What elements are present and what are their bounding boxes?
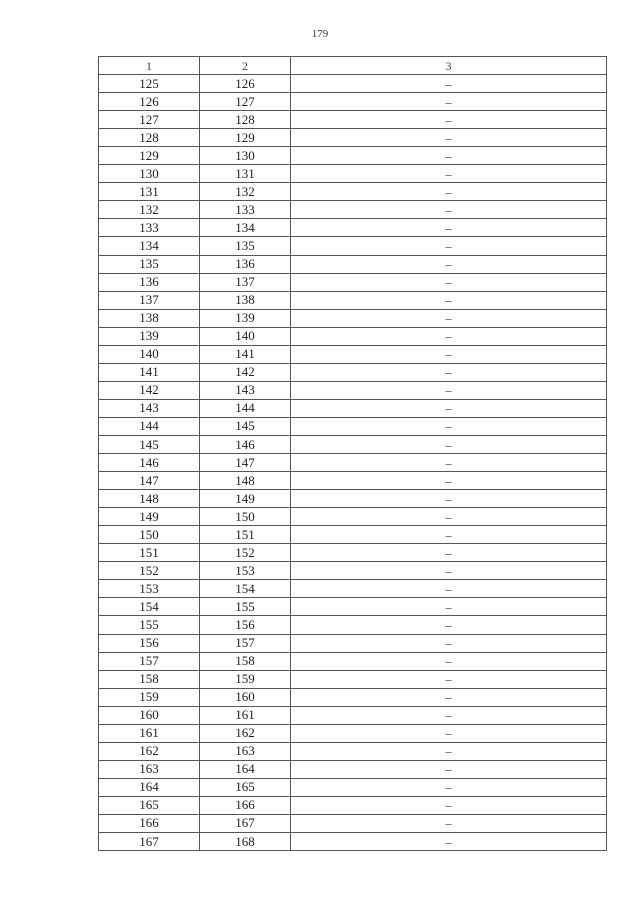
table-row	[99, 688, 607, 706]
table-cell-col-2: 154	[200, 580, 291, 598]
table-cell-col-1: 149	[99, 508, 200, 526]
table-cell-col-2: 168	[200, 833, 291, 851]
dash-value: –	[445, 76, 452, 91]
table-cell-col-2: 157	[200, 634, 291, 652]
dash-value: –	[445, 654, 452, 669]
table-cell-col-1: 135	[99, 255, 200, 273]
dash-value: –	[445, 599, 452, 614]
dash-value: –	[445, 94, 452, 109]
table-cell-col-1: 129	[99, 147, 200, 165]
table-cell-col-1: 141	[99, 363, 200, 381]
table-row	[99, 490, 607, 508]
dash-value: –	[445, 798, 452, 813]
dash-value: –	[445, 708, 452, 723]
table-row	[99, 598, 607, 616]
table-cell-col-1: 144	[99, 417, 200, 435]
table-cell-col-3	[291, 345, 607, 363]
dash-value: –	[445, 419, 452, 434]
dash-value: –	[445, 347, 452, 362]
table-cell-col-1: 132	[99, 201, 200, 219]
dash-value: –	[445, 329, 452, 344]
table-cell-col-2: 144	[200, 399, 291, 417]
dash-value: –	[445, 545, 452, 560]
dash-value: –	[445, 473, 452, 488]
table-cell-col-1: 166	[99, 814, 200, 832]
table-cell-col-3	[291, 165, 607, 183]
table-cell-col-2: 160	[200, 688, 291, 706]
table-cell-col-3	[291, 435, 607, 453]
dash-value: –	[445, 617, 452, 632]
table-row	[99, 580, 607, 598]
table-cell-col-3	[291, 454, 607, 472]
table-cell-col-2: 130	[200, 147, 291, 165]
table-row	[99, 399, 607, 417]
table-cell-col-2: 162	[200, 724, 291, 742]
table-cell-col-3	[291, 778, 607, 796]
table-cell-col-3	[291, 237, 607, 255]
table-cell-col-3	[291, 670, 607, 688]
table-row	[99, 778, 607, 796]
dash-value: –	[445, 636, 452, 651]
table-row	[99, 526, 607, 544]
table-cell-col-3	[291, 111, 607, 129]
dash-value: –	[445, 816, 452, 831]
table-cell-col-1: 157	[99, 652, 200, 670]
table-cell-col-2: 165	[200, 778, 291, 796]
table-cell-col-1: 146	[99, 454, 200, 472]
table-row	[99, 183, 607, 201]
table-cell-col-3	[291, 580, 607, 598]
table-cell-col-3	[291, 472, 607, 490]
table-cell-col-1: 143	[99, 399, 200, 417]
table-cell-col-2: 149	[200, 490, 291, 508]
table-cell-col-3	[291, 814, 607, 832]
table-row	[99, 417, 607, 435]
table-cell-col-2: 159	[200, 670, 291, 688]
table-cell-col-1: 137	[99, 291, 200, 309]
table-cell-col-1: 125	[99, 75, 200, 93]
table-cell-col-1: 151	[99, 544, 200, 562]
table-cell-col-1: 142	[99, 381, 200, 399]
dash-value: –	[445, 581, 452, 596]
table-cell-col-1: 156	[99, 634, 200, 652]
table-cell-col-2: 142	[200, 363, 291, 381]
table-row	[99, 93, 607, 111]
table-cell-col-1: 136	[99, 273, 200, 291]
table-cell-col-2: 141	[200, 345, 291, 363]
table-row	[99, 760, 607, 778]
table-row	[99, 724, 607, 742]
table-row	[99, 291, 607, 309]
table-cell-col-1: 161	[99, 724, 200, 742]
table-cell-col-2: 136	[200, 255, 291, 273]
table-cell-col-2: 158	[200, 652, 291, 670]
table-cell-col-1: 126	[99, 93, 200, 111]
table-cell-col-1: 155	[99, 616, 200, 634]
table-cell-col-2: 140	[200, 327, 291, 345]
dash-value: –	[445, 834, 452, 849]
column-header-1: 1	[99, 57, 200, 75]
dash-value: –	[445, 220, 452, 235]
table-cell-col-2: 164	[200, 760, 291, 778]
table-cell-col-2: 163	[200, 742, 291, 760]
table-cell-col-2: 156	[200, 616, 291, 634]
dash-value: –	[445, 672, 452, 687]
table-cell-col-3	[291, 381, 607, 399]
table-row	[99, 111, 607, 129]
table-row	[99, 814, 607, 832]
dash-value: –	[445, 401, 452, 416]
dash-value: –	[445, 293, 452, 308]
table-cell-col-3	[291, 634, 607, 652]
table-row	[99, 472, 607, 490]
table-row	[99, 454, 607, 472]
table-cell-col-3	[291, 562, 607, 580]
table-cell-col-1: 140	[99, 345, 200, 363]
dash-value: –	[445, 383, 452, 398]
table-cell-col-2: 167	[200, 814, 291, 832]
table-cell-col-1: 148	[99, 490, 200, 508]
table-cell-col-3	[291, 417, 607, 435]
table-cell-col-2: 134	[200, 219, 291, 237]
table-row	[99, 508, 607, 526]
table-cell-col-3	[291, 833, 607, 851]
table-row	[99, 309, 607, 327]
table-row	[99, 706, 607, 724]
table-cell-col-2: 132	[200, 183, 291, 201]
table-cell-col-2: 151	[200, 526, 291, 544]
dash-value: –	[445, 455, 452, 470]
table-row	[99, 327, 607, 345]
table-cell-col-3	[291, 724, 607, 742]
table-cell-col-2: 153	[200, 562, 291, 580]
table-row	[99, 562, 607, 580]
table-cell-col-3	[291, 688, 607, 706]
table-cell-col-2: 138	[200, 291, 291, 309]
table-cell-col-1: 145	[99, 435, 200, 453]
table-cell-col-2: 131	[200, 165, 291, 183]
table-cell-col-1: 164	[99, 778, 200, 796]
table-cell-col-3	[291, 291, 607, 309]
table-row	[99, 201, 607, 219]
table-cell-col-1: 158	[99, 670, 200, 688]
table-cell-col-1: 131	[99, 183, 200, 201]
dash-value: –	[445, 365, 452, 380]
table-cell-col-3	[291, 652, 607, 670]
table-cell-col-2: 143	[200, 381, 291, 399]
table-cell-col-1: 163	[99, 760, 200, 778]
table-cell-col-1: 128	[99, 129, 200, 147]
table-cell-col-2: 155	[200, 598, 291, 616]
table-cell-col-1: 162	[99, 742, 200, 760]
dash-value: –	[445, 726, 452, 741]
data-table	[98, 56, 607, 851]
table-cell-col-2: 128	[200, 111, 291, 129]
table-cell-col-1: 159	[99, 688, 200, 706]
table-body	[99, 57, 607, 851]
table-cell-col-1: 154	[99, 598, 200, 616]
table-cell-col-1: 127	[99, 111, 200, 129]
table-row	[99, 435, 607, 453]
dash-value: –	[445, 437, 452, 452]
dash-value: –	[445, 780, 452, 795]
dash-value: –	[445, 112, 452, 127]
dash-value: –	[445, 202, 452, 217]
table-cell-col-3	[291, 93, 607, 111]
table-cell-col-3	[291, 399, 607, 417]
table-row	[99, 345, 607, 363]
table-row	[99, 833, 607, 851]
table-header-row	[99, 57, 607, 75]
table-cell-col-1: 150	[99, 526, 200, 544]
table-row	[99, 634, 607, 652]
table-cell-col-1: 133	[99, 219, 200, 237]
table-cell-col-3	[291, 201, 607, 219]
table-cell-col-1: 147	[99, 472, 200, 490]
table-row	[99, 363, 607, 381]
table-cell-col-3	[291, 273, 607, 291]
column-header-2: 2	[200, 57, 291, 75]
table-cell-col-2: 152	[200, 544, 291, 562]
table-row	[99, 616, 607, 634]
table-cell-col-3	[291, 183, 607, 201]
table-cell-col-3	[291, 760, 607, 778]
table-cell-col-1: 167	[99, 833, 200, 851]
table-row	[99, 381, 607, 399]
table-cell-col-2: 135	[200, 237, 291, 255]
dash-value: –	[445, 166, 452, 181]
table-row	[99, 652, 607, 670]
dash-value: –	[445, 184, 452, 199]
dash-value: –	[445, 744, 452, 759]
table-row	[99, 237, 607, 255]
table-cell-col-2: 126	[200, 75, 291, 93]
page-number: 179	[311, 28, 329, 40]
table-cell-col-2: 133	[200, 201, 291, 219]
table-cell-col-2: 127	[200, 93, 291, 111]
dash-value: –	[445, 148, 452, 163]
table-row	[99, 255, 607, 273]
table-cell-col-3	[291, 706, 607, 724]
dash-value: –	[445, 275, 452, 290]
table-cell-col-2: 139	[200, 309, 291, 327]
table-row	[99, 129, 607, 147]
table-cell-col-3	[291, 616, 607, 634]
table-cell-col-1: 152	[99, 562, 200, 580]
dash-value: –	[445, 563, 452, 578]
dash-value: –	[445, 690, 452, 705]
table-cell-col-3	[291, 75, 607, 93]
table-cell-col-3	[291, 255, 607, 273]
table-row	[99, 75, 607, 93]
table-cell-col-3	[291, 327, 607, 345]
table-row	[99, 165, 607, 183]
table-cell-col-2: 146	[200, 435, 291, 453]
table-cell-col-1: 130	[99, 165, 200, 183]
table-cell-col-1: 160	[99, 706, 200, 724]
dash-value: –	[445, 509, 452, 524]
table-row	[99, 544, 607, 562]
table-row	[99, 670, 607, 688]
table-cell-col-3	[291, 147, 607, 165]
table-cell-col-2: 137	[200, 273, 291, 291]
table-row	[99, 742, 607, 760]
table-cell-col-1: 153	[99, 580, 200, 598]
table-cell-col-2: 129	[200, 129, 291, 147]
table-cell-col-2: 148	[200, 472, 291, 490]
table-cell-col-3	[291, 309, 607, 327]
table-cell-col-1: 139	[99, 327, 200, 345]
table-row	[99, 219, 607, 237]
dash-value: –	[445, 238, 452, 253]
table-row	[99, 273, 607, 291]
table-cell-col-1: 165	[99, 796, 200, 814]
table-cell-col-2: 161	[200, 706, 291, 724]
table-row	[99, 796, 607, 814]
dash-value: –	[445, 311, 452, 326]
table-cell-col-3	[291, 526, 607, 544]
table-cell-col-2: 145	[200, 417, 291, 435]
table-cell-col-2: 150	[200, 508, 291, 526]
table-cell-col-3	[291, 490, 607, 508]
table-cell-col-3	[291, 598, 607, 616]
table-cell-col-2: 147	[200, 454, 291, 472]
dash-value: –	[445, 257, 452, 272]
table-cell-col-3	[291, 363, 607, 381]
dash-value: –	[445, 130, 452, 145]
table-cell-col-1: 138	[99, 309, 200, 327]
table-cell-col-2: 166	[200, 796, 291, 814]
table-row	[99, 147, 607, 165]
dash-value: –	[445, 491, 452, 506]
table-cell-col-3	[291, 508, 607, 526]
table-cell-col-3	[291, 129, 607, 147]
dash-value: –	[445, 527, 452, 542]
table-cell-col-3	[291, 742, 607, 760]
dash-value: –	[445, 762, 452, 777]
table-cell-col-1: 134	[99, 237, 200, 255]
column-header-3: 3	[291, 57, 607, 75]
table-cell-col-3	[291, 796, 607, 814]
table-cell-col-3	[291, 544, 607, 562]
table-cell-col-3	[291, 219, 607, 237]
